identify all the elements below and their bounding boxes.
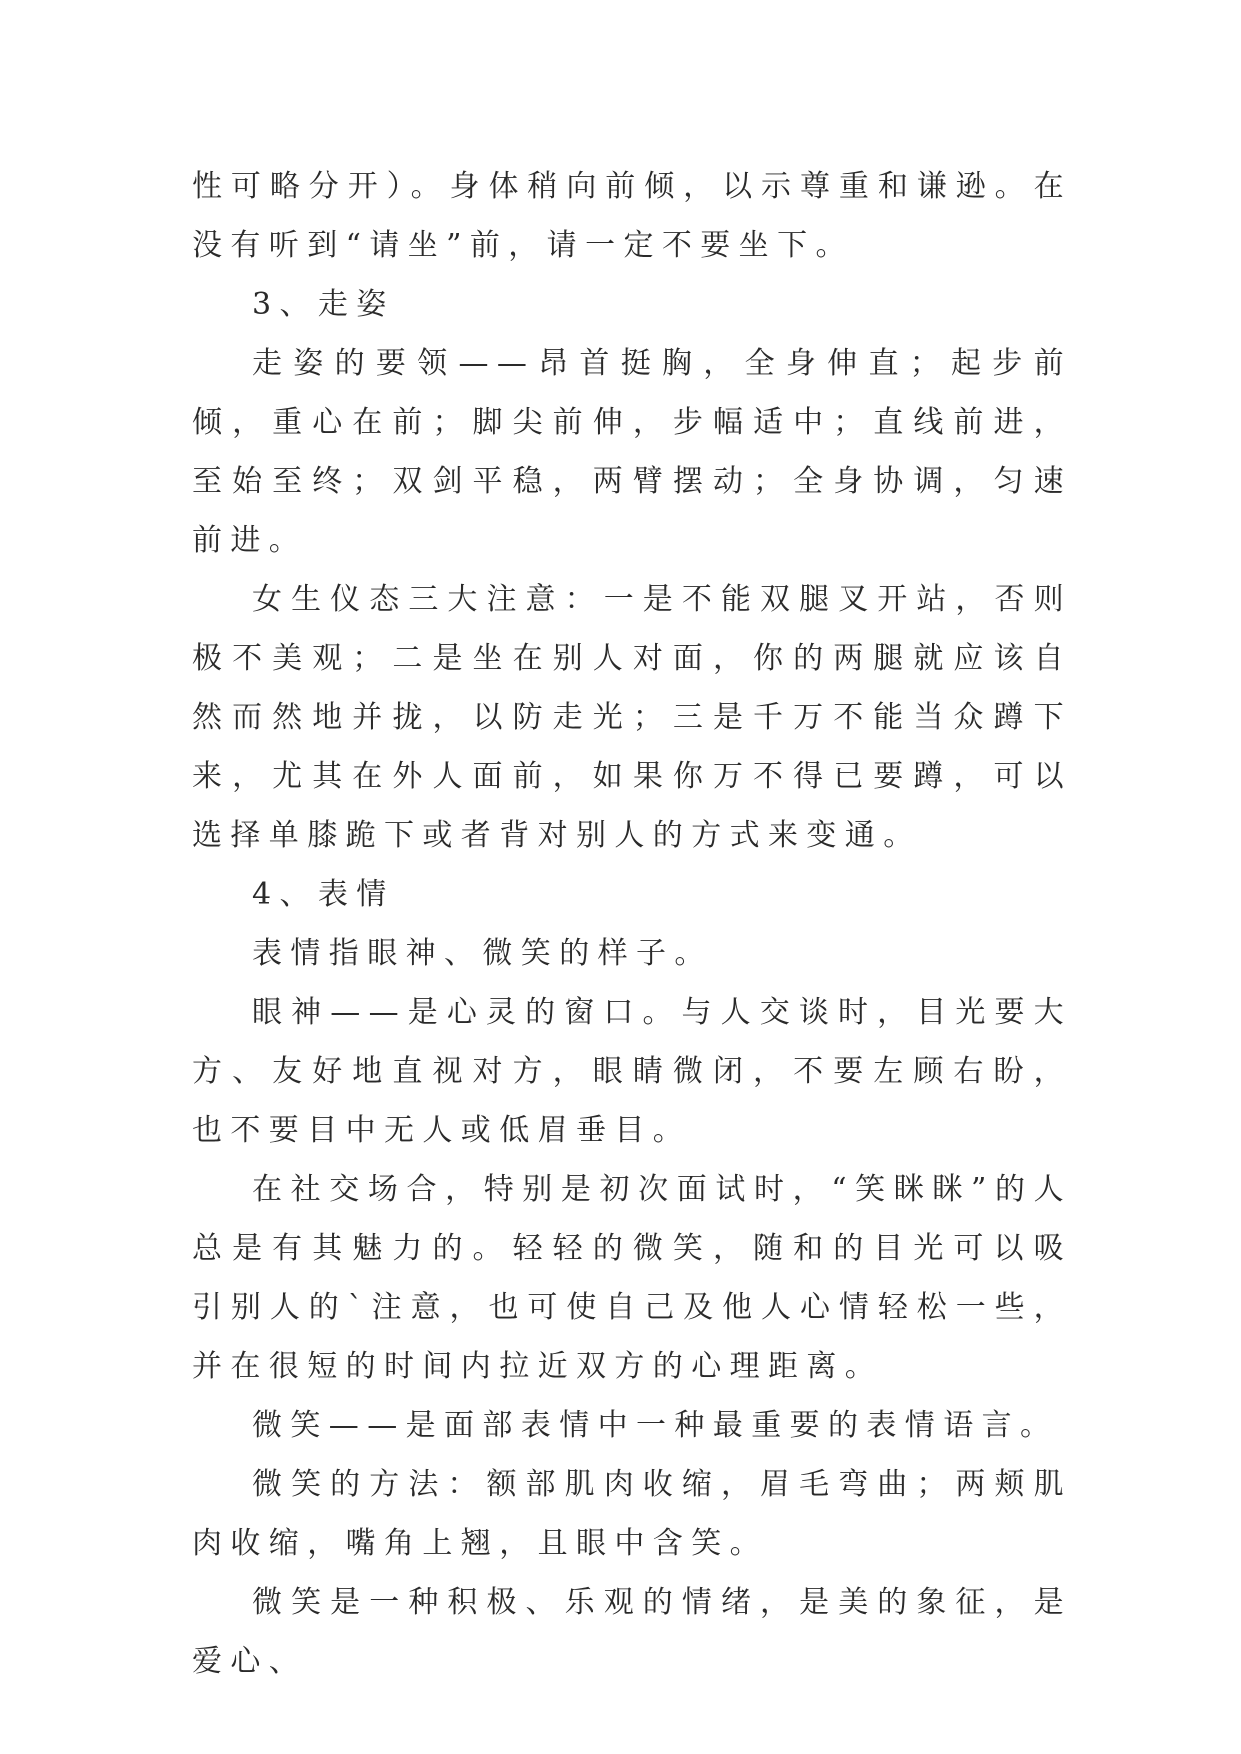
paragraph-smile-method: 微笑的方法：额部肌肉收缩，眉毛弯曲；两颊肌肉收缩，嘴角上翘，且眼中含笑。 — [192, 1467, 1072, 1561]
document-body — [192, 157, 1072, 1691]
paragraph-female-posture: 女生仪态三大注意：一是不能双腿叉开站，否则极不美观；二是坐在别人对面，你的两腿就应该自然而然地并拢，以防走光；三是千万不能当众蹲下来，尤其在外人面前，如果你万不得已要蹲，可以选择单膝跪下或者背对别人的方式来变通。 — [192, 582, 1072, 853]
paragraph-walking-essentials: 走姿的要领——昂首挺胸，全身伸直；起步前倾，重心在前；脚尖前伸，步幅适中；直线前进，至始至终；双剑平稳，两臂摆动；全身协调，匀速前进。 — [192, 346, 1072, 558]
paragraph-smile-meaning: 微笑是一种积极、乐观的情绪，是美的象征，是爱心、 — [192, 1585, 1072, 1679]
paragraph-expression-definition: 表情指眼神、微笑的样子。 — [252, 936, 713, 971]
paragraph-eye-contact: 眼神——是心灵的窗口。与人交谈时，目光要大方、友好地直视对方，眼睛微闭，不要左顾右盼，也不要目中无人或低眉垂目。 — [192, 995, 1072, 1148]
paragraph-social-smile: 在社交场合，特别是初次面试时，“笑眯眯”的人总是有其魅力的。轻轻的微笑，随和的目光可以吸引别人的`注意，也可使自己及他人心情轻松一些，并在很短的时间内拉近双方的心理距离。 — [192, 1172, 1072, 1384]
section-heading-walking: 3、走姿 — [252, 287, 395, 322]
section-heading-expression: 4、表情 — [252, 877, 395, 912]
paragraph-smile-definition: 微笑——是面部表情中一种最重要的表情语言。 — [252, 1408, 1059, 1443]
paragraph-continued: 性可略分开）。身体稍向前倾，以示尊重和谦逊。在没有听到“请坐”前，请一定不要坐下。 — [192, 169, 1072, 263]
